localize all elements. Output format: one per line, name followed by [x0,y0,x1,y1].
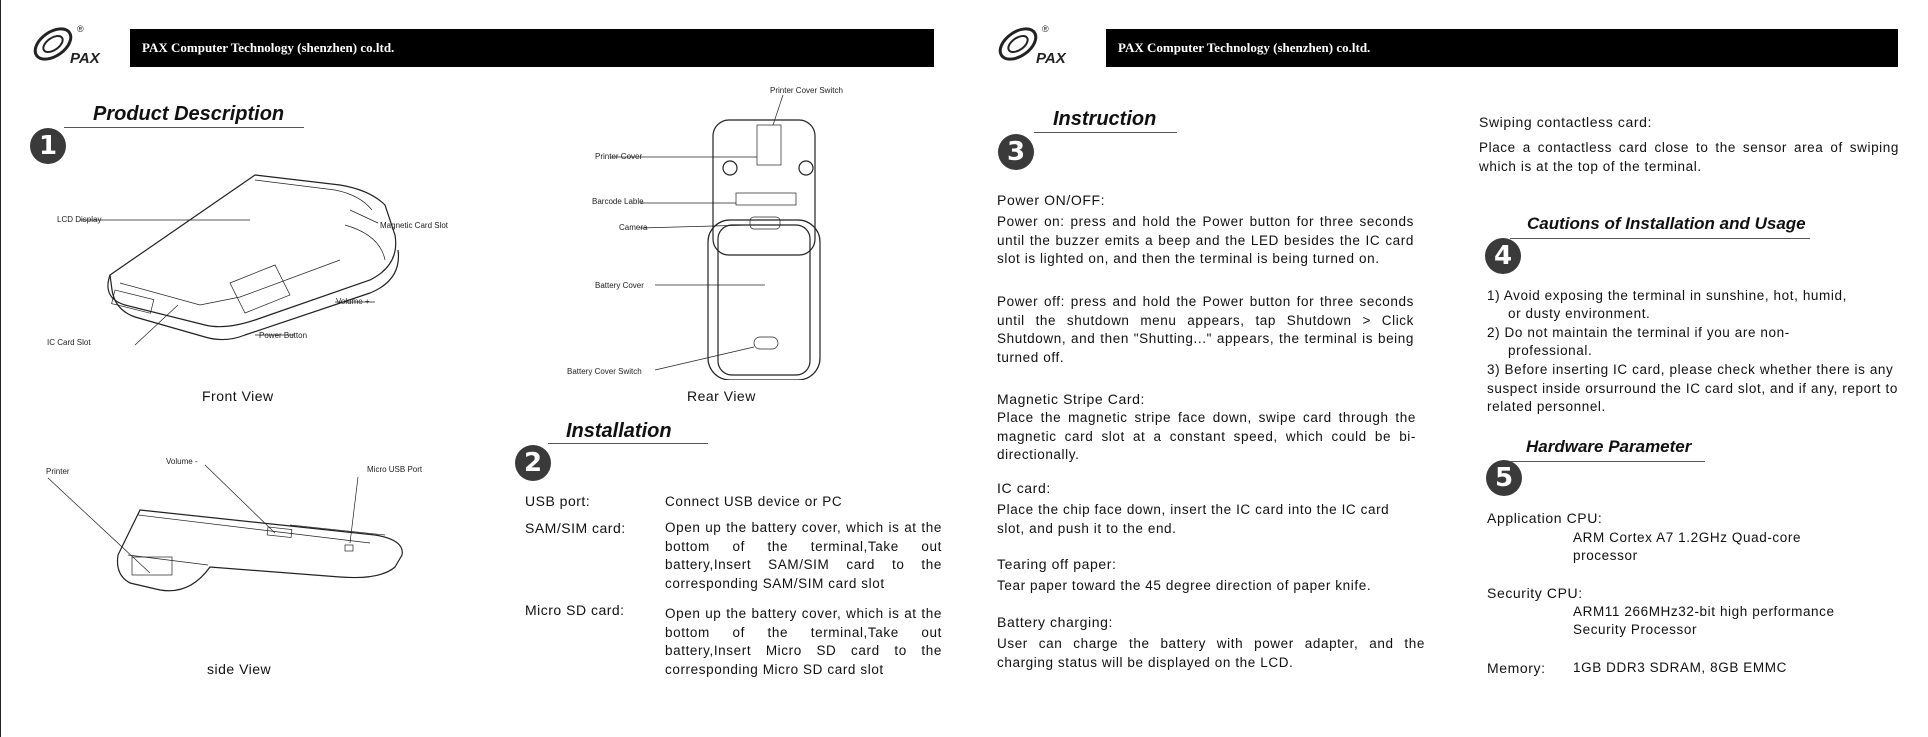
security-cpu-value-2: Security Processor [1573,622,1698,637]
section-number: 4 [1485,238,1521,274]
section-title: Product Description [93,103,285,125]
power-off-text: Power off: press and hold the Power button for three seconds until the shutdown menu appears, tap Shutdown > Click Shutdown, and then "Shutting..." appears, the terminal is being turned off. [997,294,1414,365]
section-number: 1 [30,128,66,164]
label-volume-minus: Volume - [166,457,198,466]
section-number: 5 [1486,460,1522,496]
usb-port-label: USB port: [525,493,591,509]
security-cpu-label: Security CPU: [1487,585,1583,601]
side-view-illustration [40,455,460,610]
contactless-text: Place a contactless card close to the sensor area of swiping which is at the top of the terminal. [1479,140,1899,174]
rear-view-illustration [560,85,840,380]
section-underline [548,443,708,444]
battery-heading: Battery charging: [997,614,1114,630]
sam-sim-value: Open up the battery cover, which is at the bottom of the terminal,Take out battery,Insert SAM/SIM card to the corresponding SAM/SIM card slot [665,520,942,591]
security-cpu-value-1: ARM11 266MHz32-bit high performance [1573,604,1835,619]
tearing-heading: Tearing off paper: [997,556,1117,572]
side-view-caption: side View [207,661,272,677]
caution-item-1a: 1) Avoid exposing the terminal in sunshine, hot, humid, [1487,288,1847,303]
logo-wordmark: PAX [70,50,100,67]
rear-view-caption: Rear View [687,388,756,404]
section-number: 2 [515,445,551,481]
app-cpu-value-2: processor [1573,548,1638,563]
label-ic-card-slot: IC Card Slot [47,338,91,347]
usb-port-value: Connect USB device or PC [665,494,843,509]
section-title: Cautions of Installation and Usage [1527,214,1806,233]
label-battery-cover-switch: Battery Cover Switch [567,367,642,376]
magnetic-heading: Magnetic Stripe Card: [997,391,1145,407]
memory-value: 1GB DDR3 SDRAM, 8GB EMMC [1573,660,1787,675]
registered-mark: ® [77,24,84,34]
label-volume-plus: Volume + [336,297,370,306]
label-printer-cover-switch: Printer Cover Switch [770,86,843,95]
logo-wordmark: PAX [1036,50,1066,67]
label-magnetic-card-slot: Magnetic Card Slot [380,221,449,230]
section-underline [1034,132,1177,133]
section-title: Instruction [1053,108,1157,130]
company-name: PAX Computer Technology (shenzhen) co.ltd. [142,40,395,55]
section-number: 3 [998,134,1034,170]
label-camera: Camera [619,223,648,232]
magnetic-text: Place the magnetic stripe face down, swipe card through the magnetic card slot at a constant speed, which could be bi-directionally. [997,410,1416,462]
caution-item-2b: professional. [1508,343,1593,358]
section-title: Hardware Parameter [1526,437,1692,456]
power-heading: Power ON/OFF: [997,192,1106,208]
caution-item-3: 3) Before inserting IC card, please check whether there is any suspect inside orsurround the IC card slot, and if any, report to related personnel. [1487,362,1898,414]
ic-card-text: Place the chip face down, insert the IC card into the IC card slot, and push it to the end. [997,502,1390,536]
label-battery-cover: Battery Cover [595,281,644,290]
header-bar-left [130,29,934,67]
app-cpu-value-1: ARM Cortex A7 1.2GHz Quad-core [1573,530,1802,545]
registered-mark: ® [1042,24,1049,34]
label-printer: Printer [46,467,70,476]
battery-text: User can charge the battery with power adapter, and the charging status will be displayed on the LCD. [997,636,1425,670]
ic-card-heading: IC card: [997,480,1051,496]
label-power-button: Power Button [259,331,308,340]
sam-sim-label: SAM/SIM card: [525,520,626,536]
label-barcode: Barcode Lable [592,197,644,206]
page-border [0,0,1,737]
tearing-text: Tear paper toward the 45 degree direction of paper knife. [997,578,1372,593]
header-bar-right [1106,29,1898,67]
label-printer-cover: Printer Cover [595,152,643,161]
micro-sd-label: Micro SD card: [525,602,625,618]
company-name: PAX Computer Technology (shenzhen) co.ltd. [1118,40,1371,55]
section-underline [64,127,304,128]
caution-item-2a: 2) Do not maintain the terminal if you are non- [1487,325,1790,340]
memory-label: Memory: [1487,660,1546,676]
front-view-caption: Front View [202,388,274,404]
contactless-heading: Swiping contactless card: [1479,114,1652,130]
label-micro-usb-port: Micro USB Port [367,465,423,474]
power-on-text: Power on: press and hold the Power button for three seconds until the buzzer emits a beep and the LED besides the IC card slot is lighted on, and then the terminal is being turned on. [997,214,1414,266]
section-underline [1510,238,1810,239]
front-view-illustration [40,165,480,355]
section-title: Installation [566,420,672,442]
label-lcd-display: LCD Display [57,215,102,224]
app-cpu-label: Application CPU: [1487,510,1603,526]
section-underline [1510,461,1705,462]
caution-item-1b: or dusty environment. [1508,306,1651,321]
micro-sd-value: Open up the battery cover, which is at the bottom of the terminal,Take out battery,Insert Micro SD card to the corresponding Micro SD card slot [665,606,942,677]
